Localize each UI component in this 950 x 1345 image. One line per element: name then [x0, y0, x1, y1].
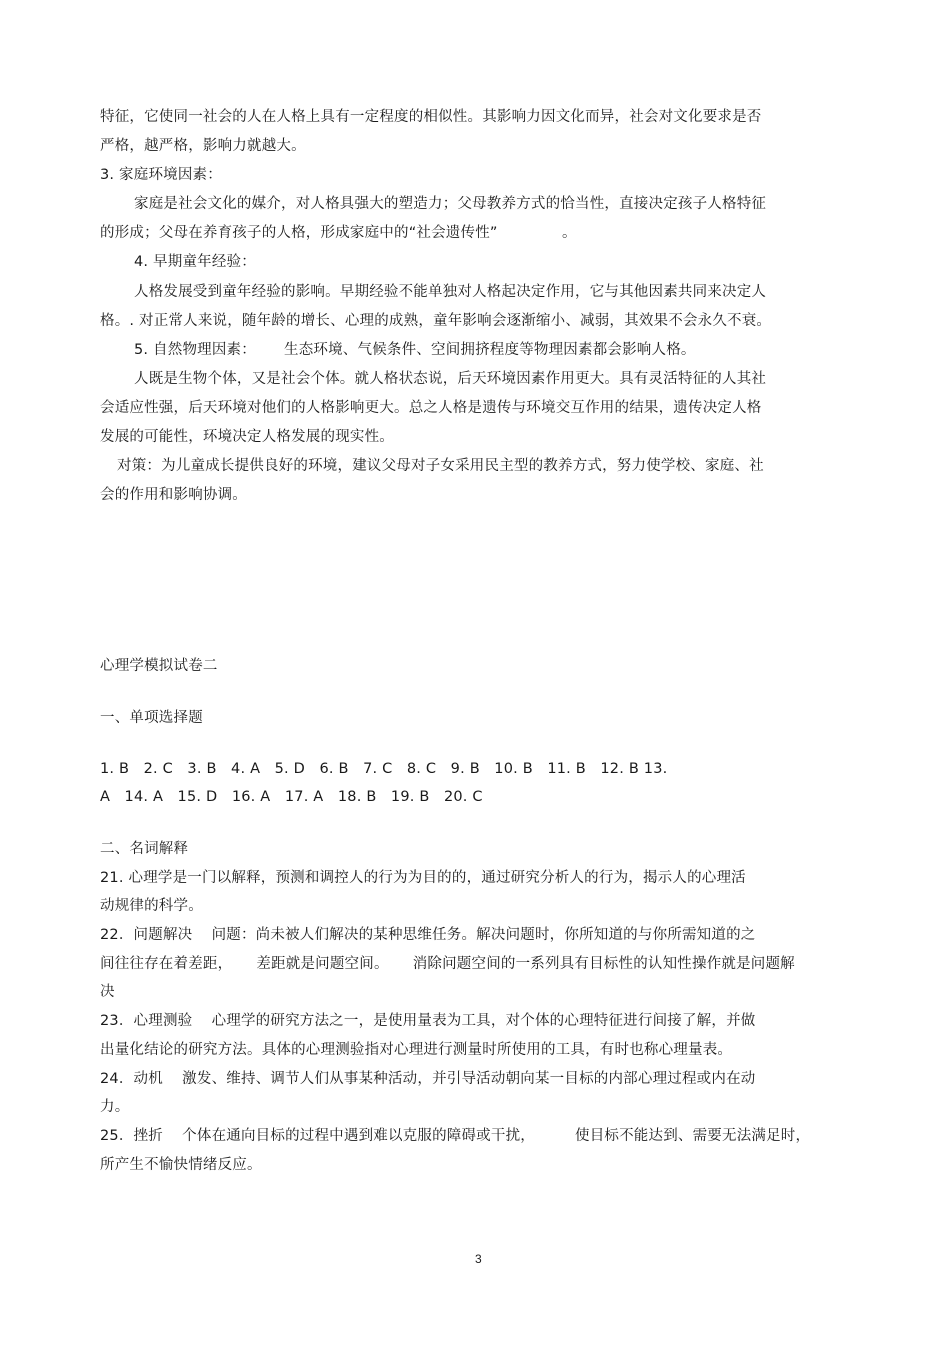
section-heading-definitions: 二、名词解释 [100, 841, 189, 857]
definition-line: 所产生不愉快情绪反应。 [100, 1157, 262, 1173]
definition-line: 24．动机 激发、维持、调节人们从事某种活动，并引导活动朝向某一目标的内部心理过程或内在动 [100, 1071, 756, 1087]
section-heading-single-choice: 一、单项选择题 [100, 710, 203, 726]
natural-physical-heading: 5. 自然物理因素： [134, 342, 256, 358]
definition-line: 动规律的科学。 [100, 898, 203, 914]
body-text-line: 人格发展受到童年经验的影响。早期经验不能单独对人格起决定作用，它与其他因素共同来决定人 [134, 284, 767, 300]
body-text-line: 。 [562, 225, 577, 241]
definition-line: 22．问题解决 问题：尚未被人们解决的某种思维任务。解决问题时，你所知道的与你所需知道的之 [100, 927, 756, 943]
definition-line: 力。 [100, 1099, 130, 1115]
body-text-line: 家庭是社会文化的媒介，对人格具强大的塑造力；父母教养方式的恰当性，直接决定孩子人格特征 [134, 196, 767, 212]
definition-line: 23．心理测验 心理学的研究方法之一，是使用量表为工具，对个体的心理特征进行间接了解，并做 [100, 1013, 756, 1029]
early-childhood-heading: 4. 早期童年经验： [134, 254, 256, 270]
body-text-line: 会的作用和影响协调。 [100, 487, 247, 503]
definition-line: 21. 心理学是一门以解释，预测和调控人的行为为目的的，通过研究分析人的行为，揭示人的心理活 [100, 870, 746, 886]
family-environment-heading: 3. 家庭环境因素： [100, 167, 222, 183]
definition-line: 使目标不能达到、需要无法满足时， [575, 1128, 811, 1144]
definition-line: 25．挫折 个体在通向目标的过程中遇到难以克服的障碍或干扰， [100, 1128, 535, 1144]
body-text-line: 发展的可能性，环境决定人格发展的现实性。 [100, 429, 394, 445]
answer-key-line: A 14. A 15. D 16. A 17. A 18. B 19. B 20. C [100, 789, 483, 805]
answer-key-line: 1. B 2. C 3. B 4. A 5. D 6. B 7. C 8. C 9. B 10. B 11. B 12. B 13. [100, 761, 668, 777]
body-text-line: 的形成；父母在养育孩子的人格，形成家庭中的“社会遗传性” [100, 225, 498, 241]
body-text-line: 格。. 对正常人来说，随年龄的增长、心理的成熟，童年影响会逐渐缩小、减弱，其效果不会永久不衰。 [100, 313, 772, 329]
body-text-line: 对策：为儿童成长提供良好的环境，建议父母对子女采用民主型的教养方式，努力使学校、家庭、社 [117, 458, 764, 474]
body-text-line: 会适应性强，后天环境对他们的人格影响更大。总之人格是遗传与环境交互作用的结果，遗传决定人格 [100, 400, 762, 416]
body-text-line: 生态环境、气候条件、空间拥挤程度等物理因素都会影响人格。 [284, 342, 696, 358]
definition-line: 出量化结论的研究方法。具体的心理测验指对心理进行测量时所使用的工具，有时也称心理量表。 [100, 1042, 733, 1058]
definition-line: 间往往存在着差距， 差距就是问题空间。 消除问题空间的一系列具有目标性的认知性操作就是问题解 [100, 956, 795, 972]
body-text-line: 人既是生物个体，又是社会个体。就人格状态说，后天环境因素作用更大。具有灵活特征的人其社 [134, 371, 767, 387]
body-text-line: 特征，它使同一社会的人在人格上具有一定程度的相似性。其影响力因文化而异，社会对文化要求是否 [100, 109, 762, 125]
definition-line: 决 [100, 984, 115, 1000]
body-text-line: 严格，越严格，影响力就越大。 [100, 138, 306, 154]
page-number: 3 [475, 1252, 482, 1266]
exam-title: 心理学模拟试卷二 [100, 658, 218, 674]
